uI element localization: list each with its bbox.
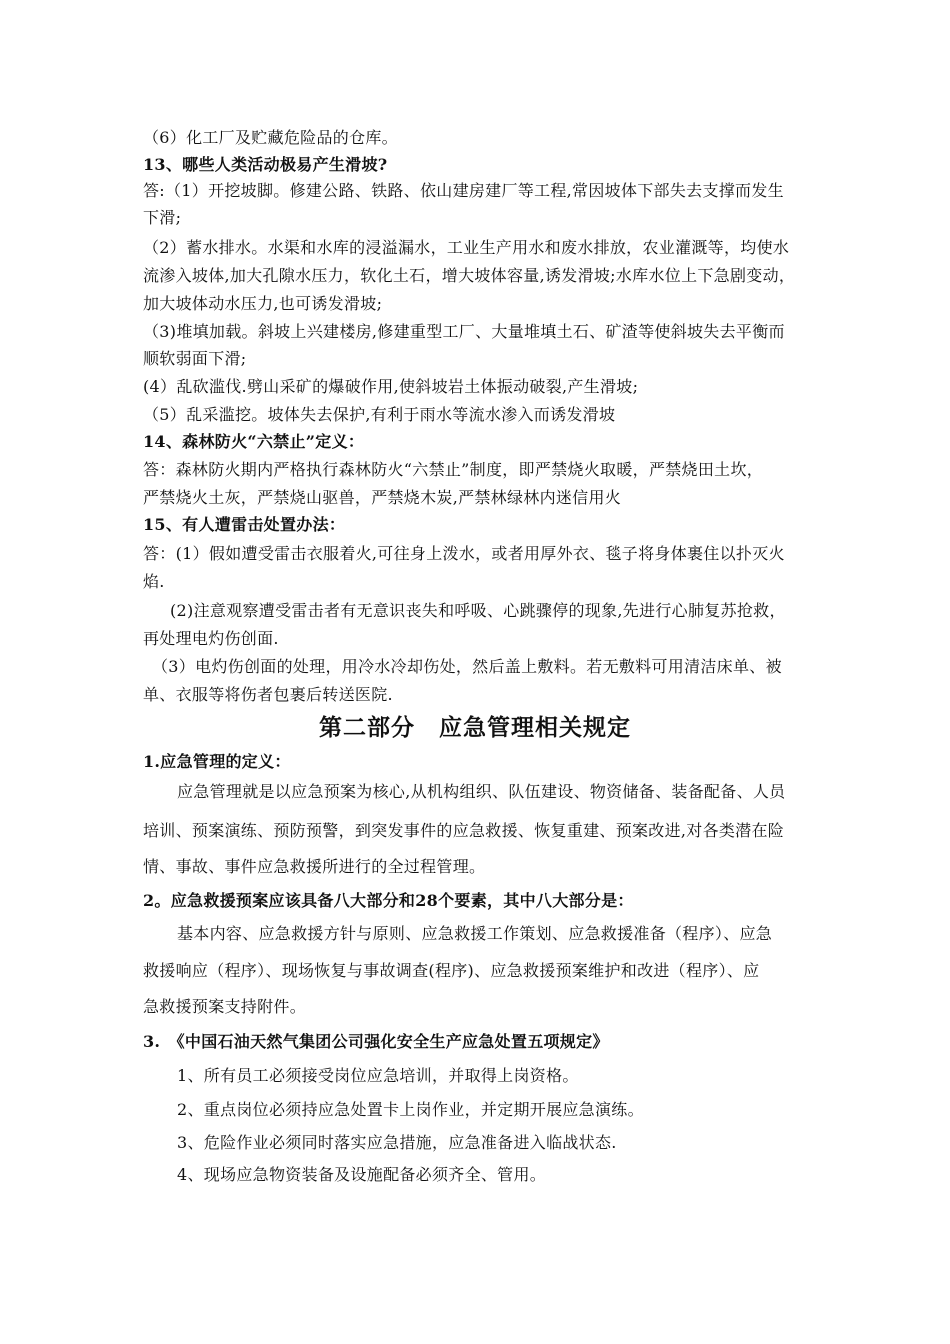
section-heading-1: 1.应急管理的定义： [143,752,291,771]
answer-text: (4）乱砍滥伐.劈山采矿的爆破作用,使斜坡岩土体振动破裂,产生滑坡; [143,377,639,396]
rule-item: 4、现场应急物资装备及设施配备必须齐全、管用。 [177,1165,547,1184]
question-heading-15: 15、有人遭雷击处置办法： [143,515,346,534]
paragraph-text: 情、事故、事件应急救援所进行的全过程管理。 [143,857,486,876]
answer-text: 严禁烧火土灰，严禁烧山驱兽，严禁烧木炭,严禁林绿林内迷信用火 [143,488,622,507]
rule-item: 2、重点岗位必须持应急处置卡上岗作业，并定期开展应急演练。 [177,1100,644,1119]
answer-text: 答：(1）假如遭受雷击衣服着火,可往身上泼水，或者用厚外衣、毯子将身体裹住以扑灭火 [143,544,785,563]
rule-item: 3、危险作业必须同时落实应急措施，应急准备进入临战状态. [177,1133,617,1152]
answer-text: 答:（1）开挖坡脚。修建公路、铁路、依山建房建厂等工程,常因坡体下部失去支撑而发生 [143,181,784,200]
answer-text: 加大坡体动水压力,也可诱发滑坡; [143,294,383,313]
paragraph-text: 应急管理就是以应急预案为核心,从机构组织、队伍建设、物资储备、装备配备、人员 [177,782,786,801]
answer-text: （5）乱采滥挖。坡体失去保护,有利于雨水等流水渗入而诱发滑坡 [143,405,616,424]
paragraph-text: 培训、预案演练、预防预警，到突发事件的应急救援、恢复重建、预案改进,对各类潜在险 [143,821,785,840]
paragraph-text: 救援响应（程序）、现场恢复与事故调查(程序)、应急救援预案维护和改进（程序）、应 [143,961,760,980]
answer-text: （2）蓄水排水。水渠和水库的浸溢漏水，工业生产用水和废水排放，农业灌溉等，均使水 [143,238,790,257]
question-heading-13: 13、哪些人类活动极易产生滑坡? [143,155,388,174]
answer-text: 流渗入坡体,加大孔隙水压力，软化土石，增大坡体容量,诱发滑坡;水库水位上下急剧变动， [143,266,796,285]
answer-text: 单、衣服等将伤者包裹后转送医院. [143,685,393,704]
section-heading-3: 3. 《中国石油天然气集团公司强化安全生产应急处置五项规定》 [143,1032,609,1051]
section-title: 第二部分 应急管理相关规定 [319,715,631,741]
paragraph-text: 急救援预案支持附件。 [143,997,307,1016]
answer-text: (2)注意观察遭受雷击者有无意识丧失和呼吸、心跳骤停的现象,先进行心肺复苏抢救， [170,601,786,620]
answer-text: 焰. [143,572,165,591]
answer-text: （3)堆填加载。斜坡上兴建楼房,修建重型工厂、大量堆填土石、矿渣等使斜坡失去平衡而 [143,322,785,341]
rule-item: 1、所有员工必须接受岗位应急培训，并取得上岗资格。 [177,1066,579,1085]
answer-text: 顺软弱面下滑; [143,349,247,368]
answer-text: 答：森林防火期内严格执行森林防火“六禁止”制度，即严禁烧火取暖，严禁烧田土坎， [143,460,764,479]
answer-text: 再处理电灼伤创面. [143,629,279,648]
list-item: （6）化工厂及贮藏危险品的仓库。 [143,128,398,147]
answer-text: （3）电灼伤创面的处理，用冷水冷却伤处，然后盖上敷料。若无敷料可用清洁床单、被 [152,657,782,676]
question-heading-14: 14、森林防火“六禁止”定义： [143,432,365,451]
section-heading-2: 2。应急救援预案应该具备八大部分和28个要素，其中八大部分是： [143,891,634,910]
answer-text: 下滑; [143,208,182,227]
paragraph-text: 基本内容、应急救援方针与原则、应急救援工作策划、应急救援准备（程序）、应急 [177,924,773,943]
